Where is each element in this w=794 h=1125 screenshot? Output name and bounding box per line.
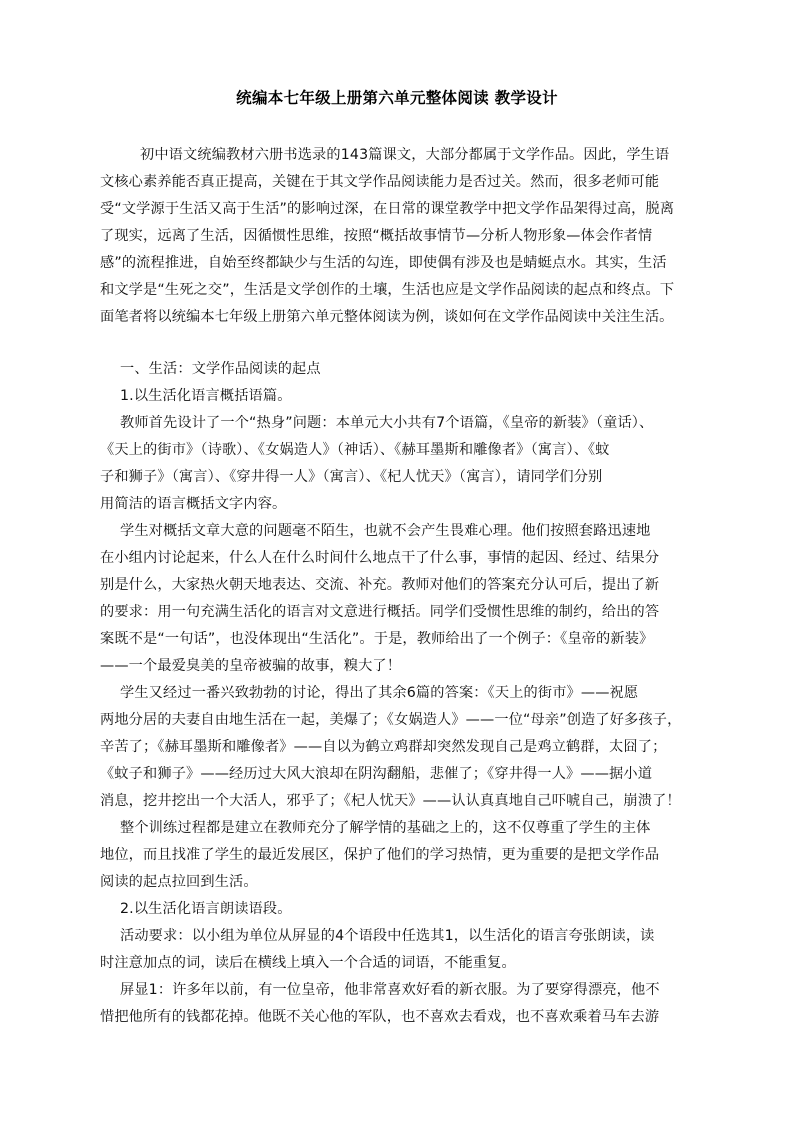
paragraph-line: 子和狮子》（寓言）、《穿井得一人》（寓言）、《杞人忧天》（寓言），请同学们分别 xyxy=(100,469,603,485)
paragraph-line: 文核心素养能否真正提高，关键在于其文学作品阅读能力是否过关。然而，很多老师可能 xyxy=(100,174,660,190)
paragraph-line: 了现实，远离了生活，因循惯性思维，按照“概括故事情节—分析人物形象—体会作者情 xyxy=(100,228,653,244)
paragraph-line: 受“文学源于生活又高于生活”的影响过深，在日常的课堂教学中把文学作品架得过高，脱离 xyxy=(100,201,675,217)
paragraph-line: ——一个最爱臭美的皇帝被骗的故事，糗大了！ xyxy=(100,658,402,674)
paragraph-line: 辛苦了；《赫耳墨斯和雕像者》——自以为鹤立鸡群却突然发现自己是鸡立鹤群，太囧了； xyxy=(100,739,667,755)
section-heading: 一、生活：文学作品阅读的起点 xyxy=(120,361,321,377)
paragraph-line: 学生对概括文章大意的问题毫不陌生，也就不会产生畏难心理。他们按照套路迅速地 xyxy=(120,523,651,539)
paragraph-line: 的要求：用一句充满生活化的语言对文意进行概括。同学们受惯性思维的制约，给出的答 xyxy=(100,604,660,620)
paragraph-line: 《蚊子和狮子》——经历过大风大浪却在阴沟翻船，悲催了；《穿井得一人》——据小道 xyxy=(100,766,653,782)
paragraph-line: 教师首先设计了一个“热身”问题：本单元大小共有7个语篇，《皇帝的新装》（童话）、 xyxy=(120,415,654,431)
subsection-heading: 1.以生活化语言概括语篇。 xyxy=(120,388,292,404)
paragraph-line: 阅读的起点拉回到生活。 xyxy=(100,874,258,890)
paragraph-line: 整个训练过程都是建立在教师充分了解学情的基础之上的，这不仅尊重了学生的主体 xyxy=(120,820,651,836)
paragraph-line: 惜把他所有的钱都花掉。他既不关心他的军队，也不喜欢去看戏，也不喜欢乘着马车去游 xyxy=(100,1009,660,1025)
paragraph-line: 案既不是“一句话”，也没体现出“生活化”。于是，教师给出了一个例子：《皇帝的新装》 xyxy=(100,631,654,647)
paragraph-line: 学生又经过一番兴致勃勃的讨论，得出了其余6篇的答案：《天上的街市》——祝愿 xyxy=(120,685,639,701)
paragraph-line: 面笔者将以统编本七年级上册第六单元整体阅读为例，谈如何在文学作品阅读中关注生活。 xyxy=(100,309,674,325)
paragraph-line: 活动要求：以小组为单位从屏显的4个语段中任选其1，以生活化的语言夸张朗读，读 xyxy=(120,928,655,944)
paragraph-line: 地位，而且找准了学生的最近发展区，保护了他们的学习热情，更为重要的是把文学作品 xyxy=(100,847,660,863)
paragraph-line: 《天上的街市》（诗歌）、《女娲造人》（神话）、《赫耳墨斯和雕像者》（寓言）、《蚊 xyxy=(100,442,610,458)
paragraph-line: 屏显1：许多年以前，有一位皇帝，他非常喜欢好看的新衣服。为了要穿得漂亮，他不 xyxy=(120,982,660,998)
paragraph-line: 用简洁的语言概括文字内容。 xyxy=(100,496,287,512)
paragraph-line: 时注意加点的词，读后在横线上填入一个合适的词语，不能重复。 xyxy=(100,955,516,971)
paragraph-line: 消息，挖井挖出一个大活人，邪乎了；《杞人忧天》——认认真真地自己吓唬自己，崩溃了！ xyxy=(100,793,681,809)
paragraph-line: 在小组内讨论起来，什么人在什么时间什么地点干了什么事，事情的起因、经过、结果分 xyxy=(100,550,660,566)
paragraph-line: 和文学是“生死之交”，生活是文学创作的土壤，生活也应是文学作品阅读的起点和终点。下 xyxy=(100,282,675,298)
paragraph-line: 别是什么，大家热火朝天地表达、交流、补充。教师对他们的答案充分认可后，提出了新 xyxy=(100,577,660,593)
paragraph-line: 初中语文统编教材六册书选录的143篇课文，大部分都属于文学作品。因此，学生语 xyxy=(140,147,670,163)
paragraph-line: 感”的流程推进，自始至终都缺少与生活的勾连，即使偶有涉及也是蜻蜓点水。其实，生活 xyxy=(100,255,667,271)
subsection-heading: 2.以生活化语言朗读语段。 xyxy=(120,901,292,917)
paragraph-line: 两地分居的夫妻自由地生活在一起，美爆了；《女娲造人》——一位“母亲”创造了好多孩子， xyxy=(100,712,682,728)
document-title: 统编本七年级上册第六单元整体阅读 教学设计 xyxy=(236,89,558,107)
